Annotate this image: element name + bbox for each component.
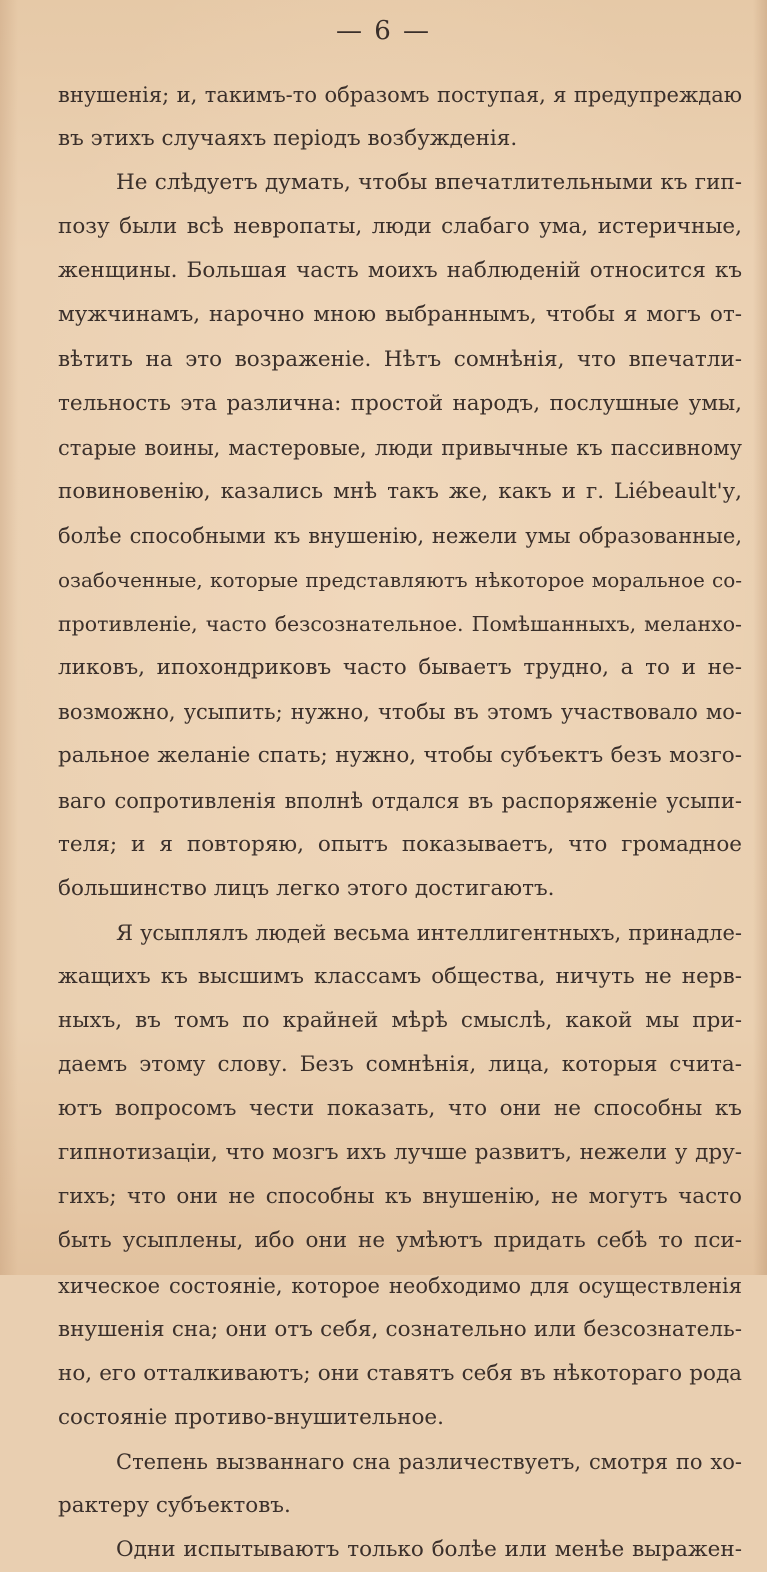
text-line: рактеру субъектовъ.	[58, 1493, 291, 1518]
page-edge-shadow-left	[0, 0, 18, 1275]
text-line: гихъ; что они не способны къ внушенію, не могутъ часто	[58, 1184, 742, 1210]
page-edge-shadow-right	[753, 0, 767, 1275]
body-text	[58, 73, 742, 1572]
text-line: Степень вызваннаго сна различествуетъ, смотря по хо-	[116, 1449, 742, 1474]
text-line: женщины. Большая часть моихъ наблюденій относится къ	[58, 258, 742, 284]
text-line: Я усыплялъ людей весьма интеллигентныхъ, принадле-	[116, 920, 742, 945]
text-line: Одни испытываютъ только болѣе или менѣе выражен-	[116, 1537, 742, 1563]
text-line: внушенія; и, такимъ-то образомъ поступая, я предупреждаю	[58, 83, 742, 107]
text-line: ликовъ, ипохондриковъ часто бываетъ трудно, а то и не-	[58, 655, 742, 681]
text-line: мужчинамъ, нарочно мною выбраннымъ, чтобы я могъ от-	[58, 302, 742, 328]
text-line: вѣтить на это возраженіе. Нѣтъ сомнѣнія, что впечатли-	[58, 346, 742, 372]
text-line: противленіе, часто безсознательное. Помѣшанныхъ, меланхо-	[58, 612, 742, 637]
text-line: въ этихъ случаяхъ періодъ возбужденія.	[58, 126, 518, 152]
text-line: гипнотизаціи, что мозгъ ихъ лучше развитъ, нежели у дру-	[58, 1140, 742, 1166]
text-line: жащихъ къ высшимъ классамъ общества, ничуть не нерв-	[58, 963, 742, 989]
text-line: большинство лицъ легко этого достигаютъ.	[58, 875, 555, 901]
text-line: позу были всѣ невропаты, люди слабаго ума, истеричные,	[58, 214, 742, 240]
text-line: тельность эта различна: простой народъ, послушные умы,	[58, 390, 742, 416]
text-line: возможно, усыпить; нужно, чтобы въ этомъ участвовало мо-	[58, 700, 742, 725]
text-line: быть усыплены, ибо они не умѣютъ придать себѣ то пси-	[58, 1228, 742, 1254]
text-line: ральное желаніе спать; нужно, чтобы субъектъ безъ мозго-	[58, 743, 742, 769]
text-line: теля; и я повторяю, опытъ показываетъ, что громадное	[58, 831, 742, 857]
text-line: старые воины, мастеровые, люди привычные къ пассивному	[58, 435, 742, 460]
text-line: болѣе способными къ внушенію, нежели умы образованные,	[58, 523, 742, 548]
text-line: даемъ этому слову. Безъ сомнѣнія, лица, которыя счита-	[58, 1052, 742, 1078]
page-number: — 6 —	[335, 16, 432, 46]
text-line: но, его отталкиваютъ; они ставятъ себя въ нѣкотораго рода	[58, 1360, 742, 1386]
text-line: хическое состояніе, которое необходимо для осуществленія	[58, 1273, 742, 1298]
text-line: Не слѣдуетъ думать, чтобы впечатлительными къ гип-	[116, 170, 742, 196]
text-line: озабоченные, которые представляютъ нѣкоторое моральное со-	[58, 568, 742, 593]
text-line: ныхъ, въ томъ по крайней мѣрѣ смыслѣ, какой мы при-	[58, 1007, 742, 1033]
text-line: внушенія сна; они отъ себя, сознательно или безсознатель-	[58, 1316, 742, 1342]
text-line: ютъ вопросомъ чести показать, что они не способны къ	[58, 1096, 742, 1122]
text-line: состояніе противо-внушительное.	[58, 1404, 444, 1430]
text-line: повиновенію, казались мнѣ такъ же, какъ и г. Liébeault'у,	[58, 478, 742, 504]
text-line: ваго сопротивленія вполнѣ отдался въ распоряженіе усыпи-	[58, 788, 742, 813]
